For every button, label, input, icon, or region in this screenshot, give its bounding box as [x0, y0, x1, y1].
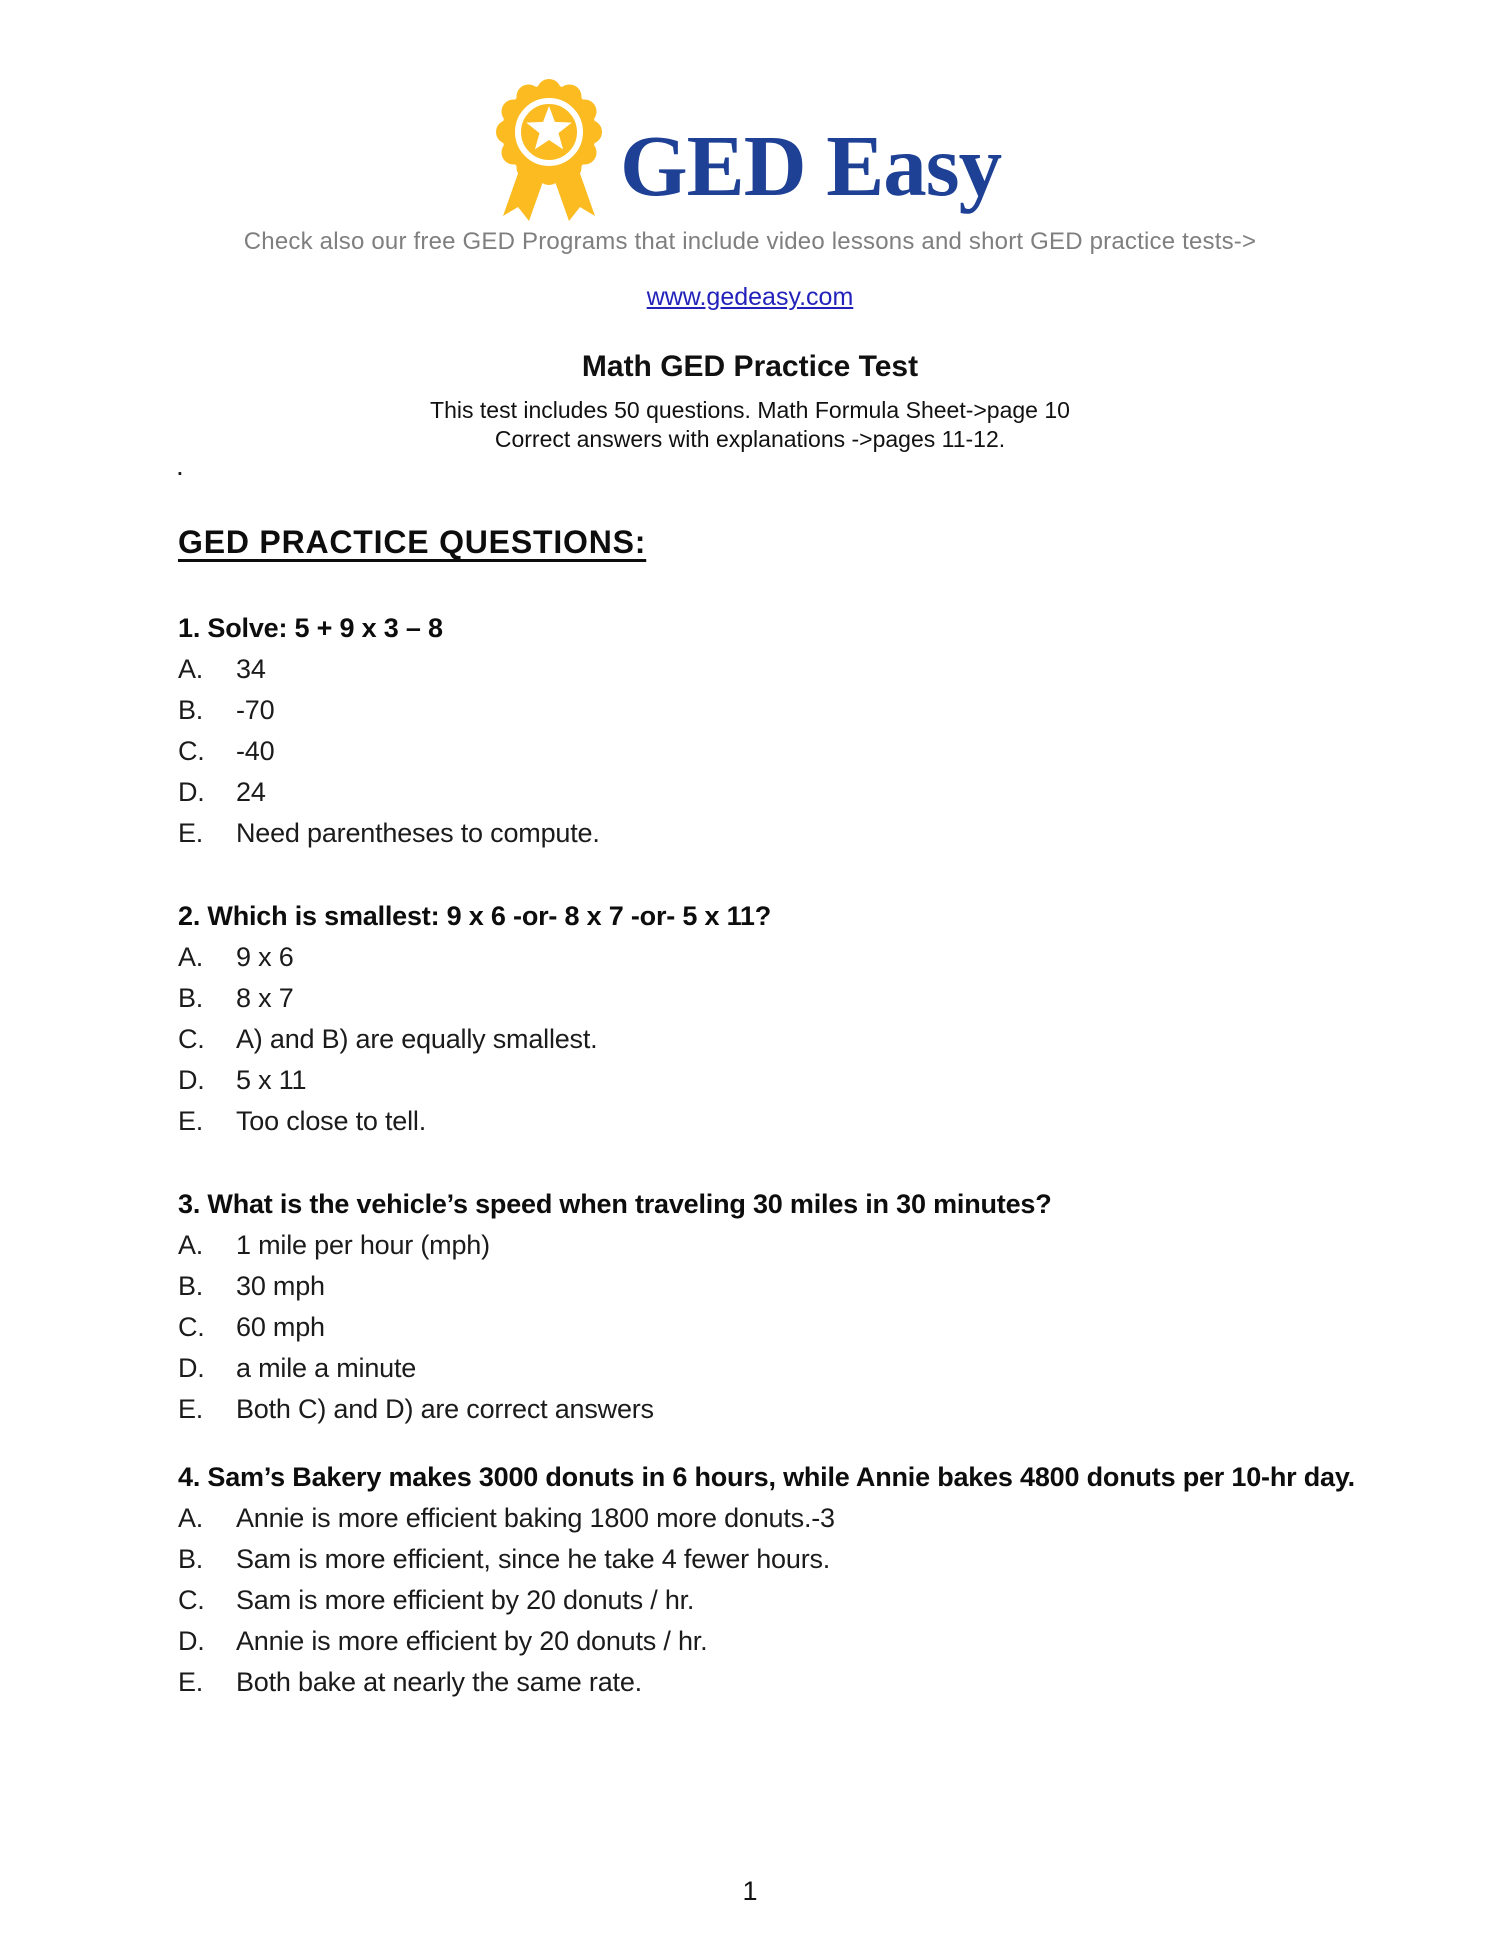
answer-option	[178, 1580, 1438, 1621]
answer-option-text: Sam is more efficient, since he take 4 fewer hours.	[236, 1544, 831, 1574]
answer-option	[178, 1498, 1438, 1539]
answer-option-text: Too close to tell.	[236, 1106, 427, 1136]
answer-option-text: 60 mph	[236, 1312, 325, 1342]
question-options	[178, 649, 1438, 854]
question	[178, 1457, 1438, 1703]
answer-option-letter: D.	[178, 1065, 205, 1095]
answer-option	[178, 1101, 1438, 1142]
page-number: 1	[742, 1876, 758, 1906]
answer-option-letter: D.	[178, 777, 205, 807]
answer-option	[178, 1266, 1438, 1307]
answer-option-letter: D.	[178, 1626, 205, 1656]
answer-option-text: Need parentheses to compute.	[236, 818, 600, 848]
answer-option-letter: A.	[178, 654, 204, 684]
answer-option-text: 9 x 6	[236, 942, 294, 972]
question-options	[178, 937, 1438, 1142]
answer-option	[178, 731, 1438, 772]
answer-option	[178, 1539, 1438, 1580]
question-header: 4. Sam’s Bakery makes 3000 donuts in 6 hours, while Annie bakes 4800 donuts per 10-hr day.	[178, 1462, 1355, 1492]
answer-option-text: 24	[236, 777, 266, 807]
answer-option	[178, 1225, 1438, 1266]
question-header: 1. Solve: 5 + 9 x 3 – 8	[178, 613, 443, 643]
subtitle-line-2: Correct answers with explanations ->pages 11-12.	[494, 426, 1006, 452]
answer-option-text: A) and B) are equally smallest.	[236, 1024, 598, 1054]
answer-option-text: 30 mph	[236, 1271, 325, 1301]
answer-option-text: Annie is more efficient baking 1800 more donuts.-3	[236, 1503, 835, 1533]
answer-option-letter: C.	[178, 736, 205, 766]
question	[178, 608, 1438, 854]
answer-option-letter: D.	[178, 1353, 205, 1383]
answer-option-letter: C.	[178, 1312, 205, 1342]
subtitle-line-1: This test includes 50 questions. Math Formula Sheet->page 10	[430, 397, 1070, 423]
answer-option	[178, 1348, 1438, 1389]
answer-option-text: Sam is more efficient by 20 donuts / hr.	[236, 1585, 695, 1615]
answer-option	[178, 1060, 1438, 1101]
question	[178, 1184, 1438, 1430]
question-header: 3. What is the vehicle’s speed when traveling 30 miles in 30 minutes?	[178, 1189, 1052, 1219]
answer-option-letter: A.	[178, 942, 204, 972]
answer-option-text: Both bake at nearly the same rate.	[236, 1667, 642, 1697]
question-header: 2. Which is smallest: 9 x 6 -or- 8 x 7 -or- 5 x 11?	[178, 901, 772, 931]
answer-option	[178, 1019, 1438, 1060]
answer-option-letter: A.	[178, 1503, 204, 1533]
answer-option-letter: B.	[178, 1271, 204, 1301]
answer-option-text: -40	[236, 736, 275, 766]
answer-option-letter: C.	[178, 1585, 205, 1615]
answer-option	[178, 978, 1438, 1019]
brand-name: GED Easy	[620, 117, 1002, 214]
answer-option-letter: B.	[178, 1544, 204, 1574]
answer-option-text: 1 mile per hour (mph)	[236, 1230, 490, 1260]
answer-option-letter: A.	[178, 1230, 204, 1260]
section-heading: GED PRACTICE QUESTIONS:	[178, 524, 647, 560]
answer-option	[178, 1307, 1438, 1348]
answer-option	[178, 937, 1438, 978]
answer-option-text: Both C) and D) are correct answers	[236, 1394, 654, 1424]
question	[178, 896, 1438, 1142]
answer-option-letter: B.	[178, 983, 204, 1013]
answer-option-text: 5 x 11	[236, 1065, 307, 1095]
answer-option-text: Annie is more efficient by 20 donuts / hr.	[236, 1626, 708, 1656]
answer-option-text: 8 x 7	[236, 983, 294, 1013]
answer-option-letter: B.	[178, 695, 204, 725]
answer-option-letter: E.	[178, 1106, 204, 1136]
website-link[interactable]: www.gedeasy.com	[646, 283, 854, 311]
answer-option	[178, 1389, 1438, 1430]
answer-option-letter: E.	[178, 1394, 204, 1424]
answer-option	[178, 813, 1438, 854]
answer-option-letter: E.	[178, 818, 204, 848]
promo-text: Check also our free GED Programs that include video lessons and short GED practice tests->	[243, 228, 1257, 255]
answer-option	[178, 649, 1438, 690]
answer-option	[178, 1621, 1438, 1662]
page-title: Math GED Practice Test	[581, 350, 919, 383]
question-options	[178, 1225, 1438, 1430]
answer-option-text: 34	[236, 654, 266, 684]
answer-option-text: a mile a minute	[236, 1353, 417, 1383]
answer-option	[178, 1662, 1438, 1703]
answer-option	[178, 772, 1438, 813]
answer-option-letter: C.	[178, 1024, 205, 1054]
question-options	[178, 1498, 1438, 1703]
answer-option-text: -70	[236, 695, 275, 725]
answer-option	[178, 690, 1438, 731]
stray-period: .	[176, 450, 184, 481]
answer-option-letter: E.	[178, 1667, 204, 1697]
